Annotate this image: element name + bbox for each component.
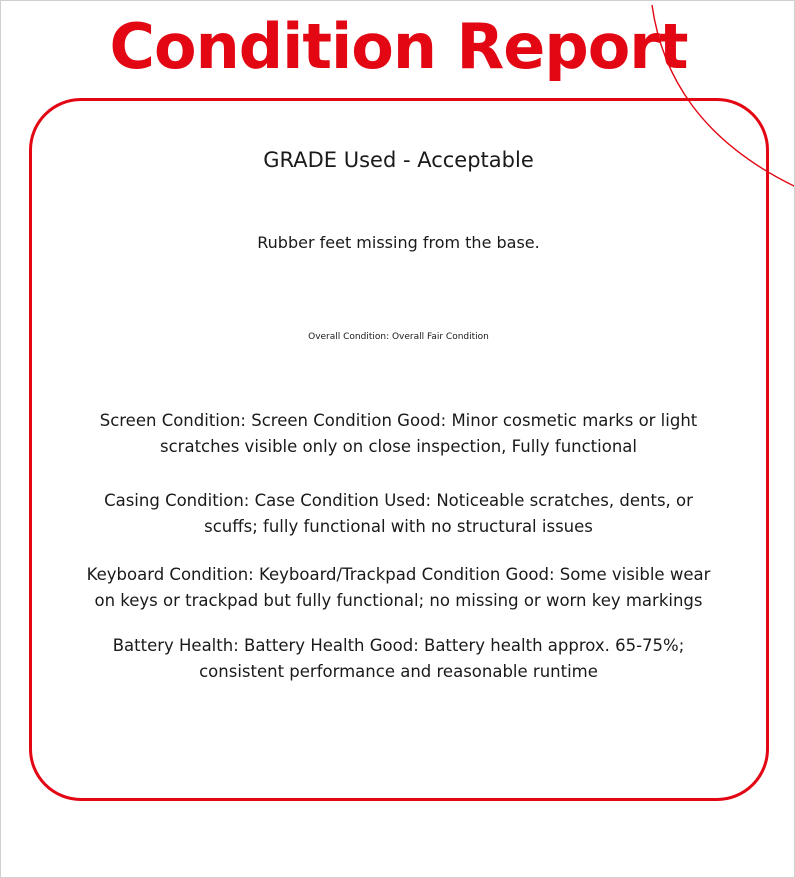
casing-condition [31,488,766,539]
keyboard-condition-line-1: Keyboard Condition: Keyboard/Trackpad Condition Good: Some visible wear [86,565,711,584]
screen-condition [31,408,766,459]
casing-condition-line-2: scuffs; fully functional with no structural issues [204,516,593,536]
battery-health [31,633,766,684]
battery-health-line-1: Battery Health: Battery Health Good: Battery health approx. 65-75%; [112,636,685,655]
overall-condition: Overall Condition: Overall Fair Condition [308,332,489,342]
report-title: Condition Report [109,10,688,83]
screen-condition-line-1: Screen Condition: Screen Condition Good: Minor cosmetic marks or light [99,411,698,430]
casing-condition-line-1: Casing Condition: Case Condition Used: Noticeable scratches, dents, or [104,491,693,510]
grade-label: GRADE Used - Acceptable [263,148,534,172]
keyboard-condition-line-2: on keys or trackpad but fully functional; no missing or worn key markings [94,590,703,610]
screen-condition-line-2: scratches visible only on close inspection, Fully functional [160,436,637,456]
keyboard-condition [41,562,756,613]
condition-note: Rubber feet missing from the base. [257,233,540,252]
battery-health-line-2: consistent performance and reasonable runtime [199,661,598,681]
